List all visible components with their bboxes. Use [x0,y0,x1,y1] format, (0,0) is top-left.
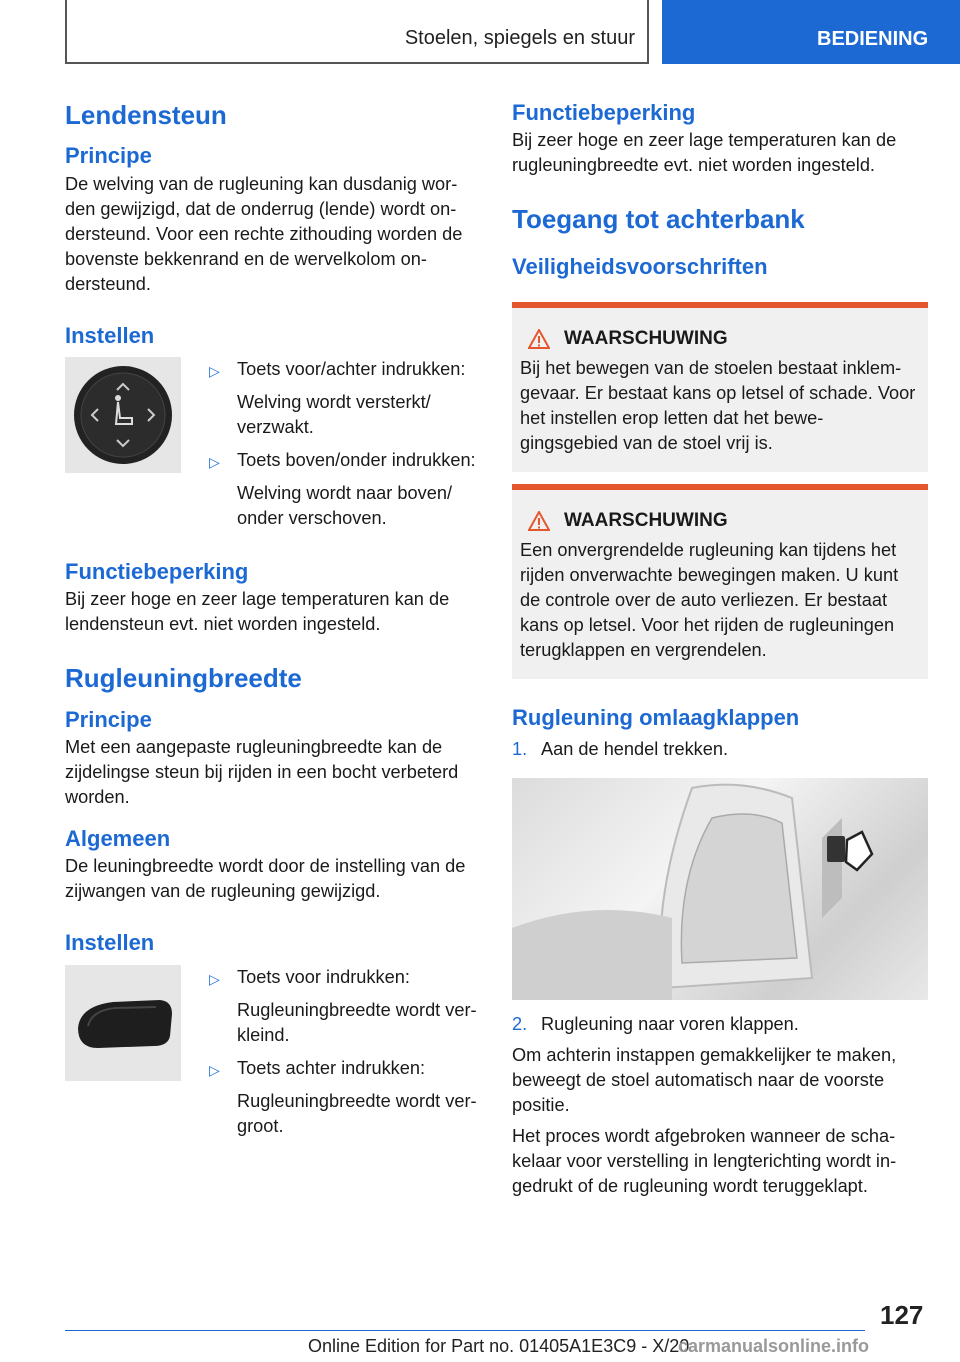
triangle-icon: ▷ [209,453,220,470]
right-column [512,100,928,1199]
step-result: Rugleuningbreedte wordt ver-groot. [237,1090,477,1136]
warning-label: WAARSCHUWING [564,509,728,531]
steps-list-1 [512,737,928,762]
algemeen-text: De leuningbreedte wordt door de instelling van de zijwangen van de rugleuning gewijzigd. [65,856,466,902]
heading-principe: Principe [65,143,152,169]
seat-lever-photo [512,778,928,1000]
step-action: Toets achter indrukken: [237,1057,426,1078]
heading-lendensteun: Lendensteun [65,100,227,130]
principe-2-text: Met een aangepaste rugleuningbreedte kan de zijdelingse steun bij rijden in een bocht verbeterd worden. [65,736,459,807]
header-tab-label: BEDIENING [817,28,929,50]
step-text: Aan de hendel trekken. [541,739,729,760]
warning-box-1 [512,302,928,472]
heading-algemeen: Algemeen [65,825,171,851]
warning-label: WAARSCHUWING [564,327,728,349]
info-paragraph-2: Het proces wordt afgebroken wanneer de scha-kelaar voor verstelling in lengterichting wordt in-gedrukt of de rugleuning wordt teruggeklapt. [512,1126,897,1197]
footer-divider [65,1330,865,1331]
warning-title [520,510,920,532]
lumbar-control-image [65,357,181,473]
seat-illustration [512,778,928,1000]
step-number: 2. [512,1014,528,1035]
functiebeperking-left-text: Bij zeer hoge en zeer lage temperaturen kan de lendensteun evt. niet worden ingesteld. [65,589,450,635]
heading-functiebeperking-right: Functiebeperking [512,100,696,125]
footer-edition: Online Edition for Part no. 01405A1E3C9 - X/20 [308,1336,690,1356]
step-item [199,448,480,531]
heading-instellen-1: Instellen [65,322,155,348]
page-number: 127 [880,1300,924,1330]
instellen-2-steps [199,965,480,1139]
step-action: Toets boven/onder indrukken: [237,449,476,470]
step-item [199,965,480,1048]
steps-list-2 [512,1012,928,1037]
header-section-box [65,0,649,64]
step-action: Toets voor indrukken: [237,966,410,987]
step-action: Toets voor/achter indrukken: [237,358,466,379]
step-result: Welving wordt naar boven/ onder verschoven. [237,482,452,528]
info-paragraph-1: Om achterin instappen gemakkelijker te maken, beweegt de stoel automatisch naar de voorste positie. [512,1045,897,1116]
step-item [199,1056,480,1139]
functiebeperking-right-text: Bij zeer hoge en zeer lage temperaturen kan de rugleuningbreedte evt. niet worden ingesteld. [512,130,897,176]
instellen-1-steps [199,357,480,531]
heading-functiebeperking-left: Functiebeperking [65,558,249,584]
footer-watermark: carmanualsonline.info [678,1336,870,1356]
header-tab [662,0,960,64]
step-result: Welving wordt versterkt/ verzwakt. [237,391,431,437]
header-section-title: Stoelen, spiegels en stuur [404,27,635,49]
heading-toegang: Toegang tot achterbank [512,204,805,235]
heading-principe-2: Principe [65,706,152,732]
list-item [512,1012,928,1037]
step-text: Rugleuning naar voren klappen. [541,1014,799,1035]
heading-instellen-2: Instellen [65,930,155,956]
heading-rugleuningbreedte: Rugleuningbreedte [65,663,302,694]
warning-text: Bij het bewegen van de stoelen bestaat inklem-gevaar. Er bestaat kans op letsel of schade. Voor het instellen erop letten dat het bewe-gingsgebied van de stoel vrij is. [520,357,916,453]
heading-veiligheid: Veiligheidsvoorschriften [512,253,768,279]
warning-triangle-icon [528,511,550,531]
backrest-width-control-image [65,965,181,1081]
warning-triangle-icon [528,329,550,349]
rocker-switch-icon [68,988,178,1058]
lumbar-knob-icon [68,360,178,470]
warning-text: Een onvergrendelde rugleuning kan tijdens het rijden onverwachte bewegingen maken. U kunt de controle over de auto verliezen. Er bestaat kans op letsel. Voor het rijden de rugleuningen terugklappen en vergrendelen. [520,539,899,660]
warning-box-2 [512,484,928,679]
heading-omlaagklappen: Rugleuning omlaagklappen [512,704,800,730]
left-column [65,100,480,1139]
triangle-icon: ▷ [209,1061,220,1078]
list-item [512,737,928,762]
triangle-icon: ▷ [209,362,220,379]
instellen-1-row [65,357,480,531]
step-number: 1. [512,739,528,760]
warning-title [520,328,920,350]
step-result: Rugleuningbreedte wordt ver-kleind. [237,999,477,1045]
triangle-icon: ▷ [209,970,220,987]
step-item [199,357,480,440]
instellen-2-row [65,965,480,1139]
principe-text: De welving van de rugleuning kan dusdanig wor-den gewijzigd, dat de onderrug (lende) wordt on-dersteund. Voor een rechte zithouding worden de bovenste bekkenrand en de wervelkolom on-dersteund. [65,173,463,294]
